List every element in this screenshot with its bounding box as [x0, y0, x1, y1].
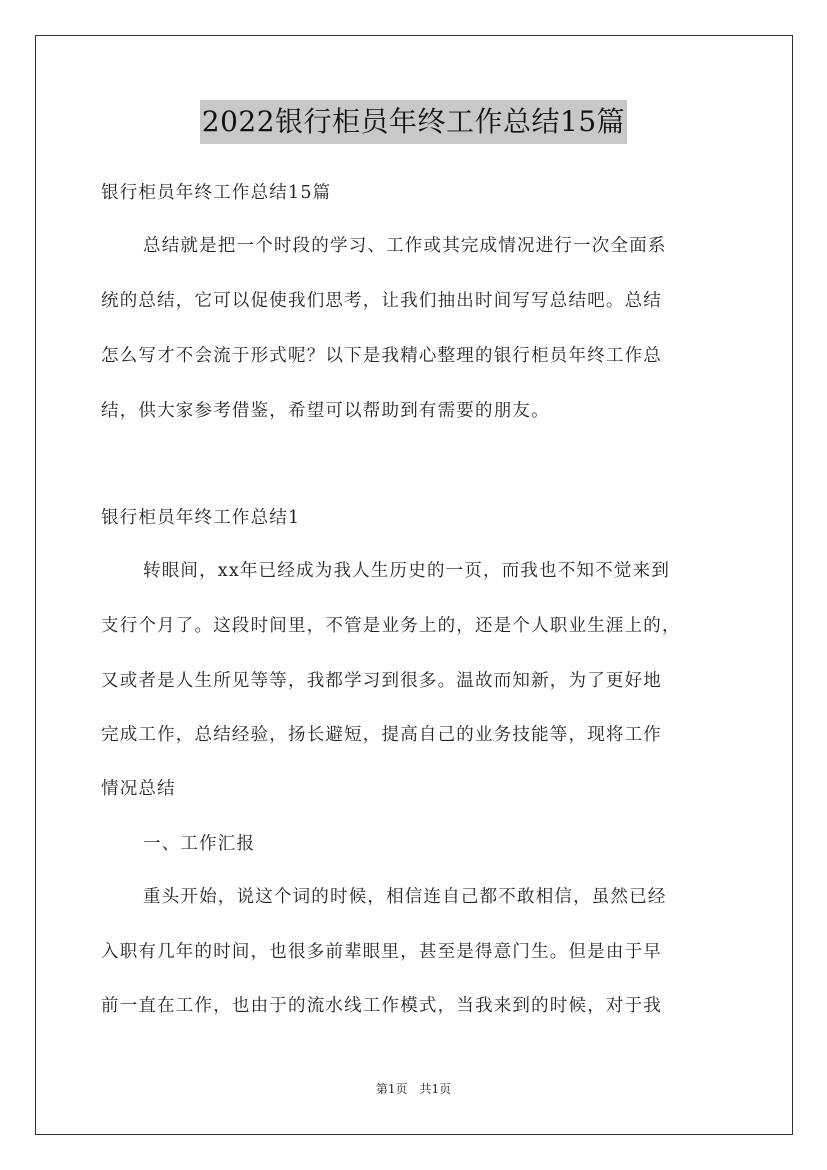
intro-line-3: 怎么写才不会流于形式呢？以下是我精心整理的银行柜员年终工作总 [101, 346, 662, 366]
section2-line-1: 重头开始，说这个词的时候，相信连自己都不敢相信，虽然已经 [143, 887, 667, 907]
section1-line-1: 转眼间，xx年已经成为我人生历史的一页，而我也不知不觉来到 [143, 561, 671, 581]
intro-line-4: 结，供大家参考借鉴，希望可以帮助到有需要的朋友。 [101, 401, 550, 421]
section1-line-4: 完成工作，总结经验，扬长避短，提高自己的业务技能等，现将工作 [101, 725, 662, 745]
document-title: 2022银行柜员年终工作总结15篇 [200, 100, 627, 144]
intro-line-1: 总结就是把一个时段的学习、工作或其完成情况进行一次全面系 [143, 236, 667, 256]
section2-line-3: 前一直在工作，也由于的流水线工作模式，当我来到的时候，对于我 [101, 996, 662, 1016]
section2-line-2: 入职有几年的时间，也很多前辈眼里，甚至是得意门生。但是由于早 [101, 942, 662, 962]
intro-line-2: 统的总结，它可以促使我们思考，让我们抽出时间写写总结吧。总结 [101, 291, 662, 311]
section1-line-5: 情况总结 [101, 779, 176, 799]
page-footer: 第1页 共1页 [375, 1082, 452, 1096]
document-subtitle: 银行柜员年终工作总结15篇 [101, 183, 332, 203]
title-area [0, 100, 827, 144]
section1-line-2: 支行个月了。这段时间里，不管是业务上的，还是个人职业生涯上的， [101, 616, 681, 636]
subheading: 一、工作汇报 [143, 834, 256, 854]
section1-heading: 银行柜员年终工作总结1 [101, 508, 301, 528]
section1-line-3: 又或者是人生所见等等，我都学习到很多。温故而知新，为了更好地 [101, 671, 662, 691]
